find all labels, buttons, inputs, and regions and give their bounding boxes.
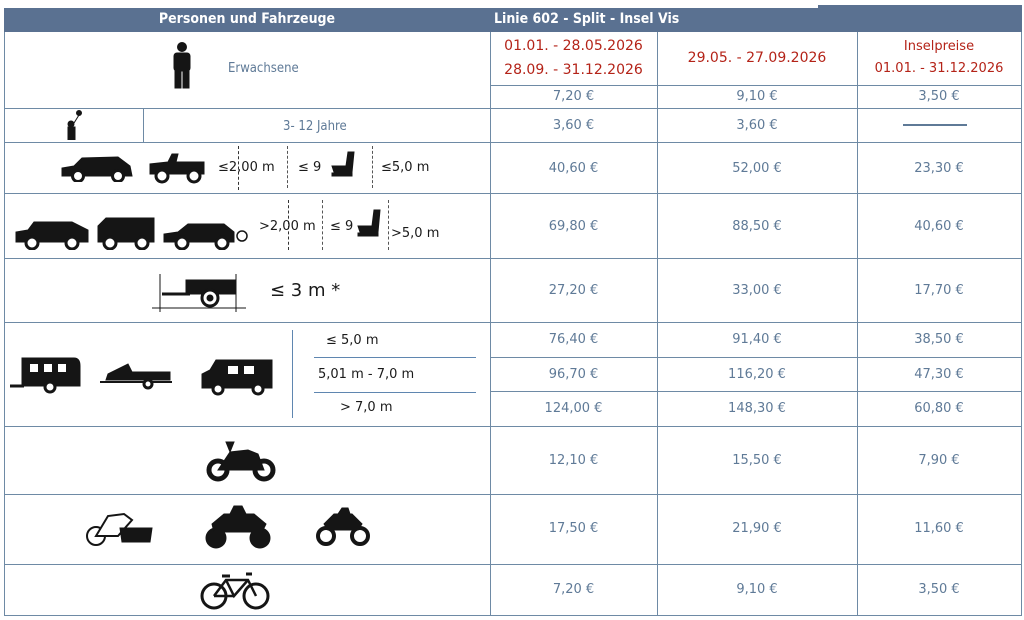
col2-date: 29.05. - 27.09.2026 <box>687 50 827 66</box>
trailer-price-1: 27,20 € <box>548 283 599 298</box>
header-left-title: Personen und Fahrzeuge <box>158 11 336 27</box>
sidecar-motorcycle-icon <box>80 504 154 548</box>
caravan-2-price-2: 116,20 € <box>728 367 786 382</box>
caravan-line-2 <box>314 392 476 393</box>
motorcycle-price-2: 15,50 € <box>732 453 782 468</box>
sep-large-1 <box>322 200 323 250</box>
caravan-length-2: 5,01 m - 7,0 m <box>318 367 415 382</box>
bicycle-icon <box>198 570 272 612</box>
small-car-price-2: 52,00 € <box>732 161 782 176</box>
large-car-price-3: 40,60 € <box>914 219 964 234</box>
caravan-3-price-2: 148,30 € <box>728 401 786 416</box>
caravan-1-price-1: 76,40 € <box>548 332 599 347</box>
caravan-separator <box>292 330 293 418</box>
quad-price-3: 11,60 € <box>914 521 964 536</box>
quad-price-2: 21,90 € <box>732 521 782 536</box>
caravan-3-price-1: 124,00 € <box>544 401 603 416</box>
bicycle-price-3: 3,50 € <box>918 582 960 597</box>
motorcycle-price-1: 12,10 € <box>548 453 599 468</box>
small-car-icon <box>60 154 134 182</box>
caravan-line-1 <box>314 357 476 358</box>
col1-date-1: 01.01. - 28.05.2026 <box>504 38 643 54</box>
caravan-2-price-1: 96,70 € <box>548 367 599 382</box>
caravan-length-3: > 7,0 m <box>340 400 393 415</box>
large-car-price-1: 69,80 € <box>548 219 599 234</box>
adult-price-2: 9,10 € <box>736 89 778 104</box>
motorcycle-icon <box>204 436 278 482</box>
sep-large-2 <box>388 200 389 250</box>
adult-person-icon <box>170 42 194 90</box>
caravan-3-price-3: 60,80 € <box>914 401 964 416</box>
seat-icon <box>330 150 358 180</box>
station-wagon-bike-icon <box>162 218 250 250</box>
quad-small-icon <box>316 506 370 548</box>
child-price-2: 3,60 € <box>736 118 778 133</box>
caravan-2-price-3: 47,30 € <box>914 367 964 382</box>
header-right-notch <box>818 5 1022 9</box>
large-car-price-2: 88,50 € <box>732 219 782 234</box>
suv-icon <box>14 218 90 250</box>
caravan-length-1: ≤ 5,0 m <box>326 333 379 348</box>
col3-title: Inselpreise <box>903 39 975 54</box>
caravan-1-price-2: 91,40 € <box>732 332 782 347</box>
caravan-icon <box>8 354 82 394</box>
large-height-label: >2,00 m <box>259 219 316 234</box>
bicycle-price-2: 9,10 € <box>736 582 778 597</box>
seat-icon-large <box>356 208 384 240</box>
quad-price-1: 17,50 € <box>548 521 599 536</box>
trailer-price-2: 33,00 € <box>732 283 782 298</box>
jeep-icon <box>148 150 206 184</box>
child-price-3-dash <box>903 124 967 126</box>
small-height-label: ≤2,00 m <box>218 160 275 175</box>
trailer-icon <box>150 270 250 314</box>
camper-van-icon <box>200 356 274 396</box>
motorcycle-price-3: 7,90 € <box>918 453 960 468</box>
small-car-price-3: 23,30 € <box>914 161 964 176</box>
trailer-length-label: ≤ 3 m * <box>270 280 341 301</box>
child-balloon-icon <box>65 110 83 140</box>
quad-large-icon <box>202 504 274 550</box>
header-right-title: Linie 602 - Split - Insel Vis <box>494 11 680 27</box>
large-length-label: >5,0 m <box>391 226 440 241</box>
small-car-price-1: 40,60 € <box>548 161 599 176</box>
bicycle-price-1: 7,20 € <box>552 582 595 597</box>
caravan-1-price-3: 38,50 € <box>914 332 964 347</box>
adult-price-3: 3,50 € <box>918 89 960 104</box>
sep-small-2 <box>372 146 373 188</box>
large-seats-label: ≤ 9 <box>330 219 354 234</box>
adult-price-1: 7,20 € <box>552 89 595 104</box>
child-label: 3- 12 Jahre <box>283 119 347 134</box>
col1-date-2: 28.09. - 31.12.2026 <box>504 62 643 78</box>
trailer-price-3: 17,70 € <box>914 283 964 298</box>
col3-date: 01.01. - 31.12.2026 <box>874 61 1004 76</box>
sep-small-1 <box>287 146 288 188</box>
small-seats-label: ≤ 9 <box>298 160 322 175</box>
adult-label: Erwachsene <box>228 61 299 76</box>
boat-trailer-icon <box>98 360 176 390</box>
child-price-1: 3,60 € <box>552 118 595 133</box>
small-length-label: ≤5,0 m <box>381 160 430 175</box>
van-icon <box>96 216 156 250</box>
